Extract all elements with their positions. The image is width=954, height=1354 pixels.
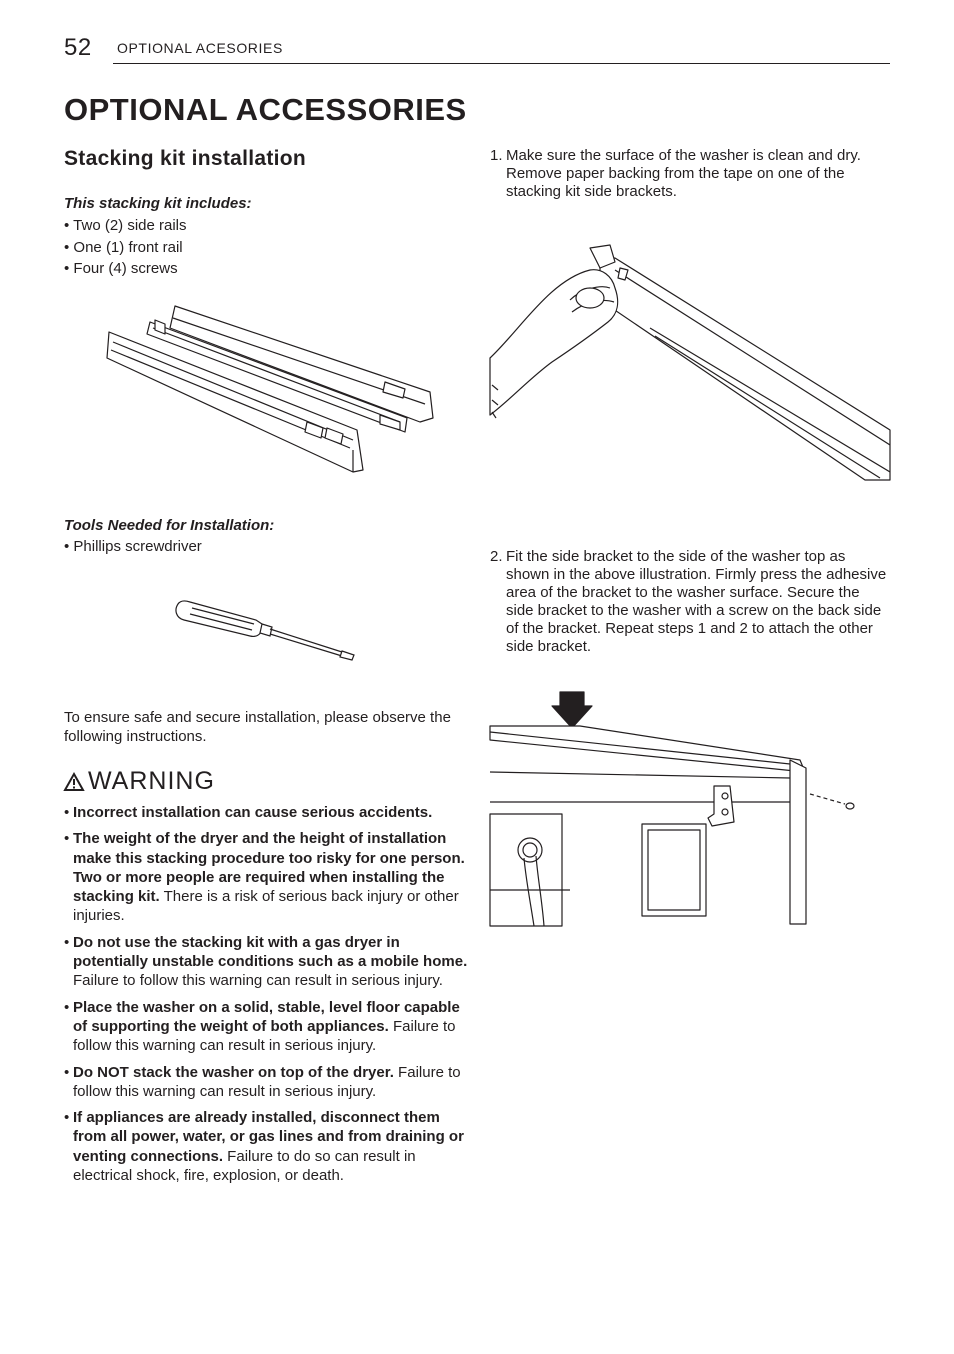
section-name: OPTIONAL ACESORIES [117,40,283,56]
warning-heading [64,767,215,796]
kit-item: • One (1) front rail [64,238,183,256]
intro-text: To ensure safe and secure installation, please observe the following instructions. [64,709,451,745]
step-2 [490,548,890,656]
warning-label: WARNING [88,767,215,795]
tools-list [64,536,202,558]
phillips-screwdriver-illustration [170,596,360,666]
kit-item: • Two (2) side rails [64,217,187,234]
warning-item-bold: Place the washer on a solid, stable, level floor capable of supporting the weight of both appliances. [73,998,460,1035]
step-1 [490,147,890,201]
warning-item-text: Failure to follow this warning can result in serious injury. [73,1017,456,1055]
down-arrow-icon [552,692,592,728]
page-number: 52 [64,34,92,61]
stacking-kit-rails-illustration [95,300,440,480]
warning-item [64,803,468,822]
warning-triangle-icon [64,773,84,791]
warning-item [64,1108,468,1185]
tools-item: • Phillips screwdriver [64,538,202,555]
warning-item-text: There is a risk of serious back injury or other injuries. [73,888,459,925]
warning-item [64,998,468,1056]
warning-item-bold: Incorrect installation can cause serious accidents. [73,804,433,821]
header-divider [113,63,890,64]
hand-peeling-tape-illustration [490,240,890,482]
warning-item-bold: If appliances are already installed, disconnect them from all power, water, or gas lines and from draining or venting connections. [73,1109,464,1165]
warning-item-bold: The weight of the dryer and the height of installation make this stacking procedure too risky for one person. Two or more people are required when installing the stacking kit. [73,830,465,906]
step-text: Make sure the surface of the washer is clean and dry. Remove paper backing from the tape on one of the stacking kit side brackets. [506,147,861,200]
kit-item: • Four (4) screws [64,260,178,277]
kit-list [64,215,187,280]
tools-heading: Tools Needed for Installation: [64,517,275,534]
step-number: 1. [490,147,503,164]
step-number: 2. [490,548,503,565]
kit-heading: This stacking kit includes: [64,195,252,212]
warning-item-text: Failure to follow this warning can result in serious injury. [73,972,443,990]
section-subtitle: Stacking kit installation [64,147,307,170]
warning-item-text: Failure to do so can result in electrical shock, fire, explosion, or death. [73,1147,416,1185]
warning-item-bold: Do not use the stacking kit with a gas dryer in potentially unstable conditions such as a mobile home. [73,933,468,971]
warning-item [64,933,468,991]
warning-item-text: Failure to follow this warning can result in serious injury. [73,1063,461,1100]
warning-item [64,829,468,925]
warning-list [64,803,468,1192]
step-text: Fit the side bracket to the side of the washer top as shown in the above illustration. Firmly press the adhesive area of the bracket to the washer surface. Secure the side bracket to the washer with a screw on the back side of the bracket. Repeat steps 1 and 2 to attach the other side bracket. [506,548,887,655]
page-title: OPTIONAL ACCESSORIES [64,92,467,127]
warning-item-bold: Do NOT stack the washer on top of the dryer. [73,1063,394,1081]
warning-item [64,1063,468,1102]
bracket-attachment-illustration [490,690,860,926]
